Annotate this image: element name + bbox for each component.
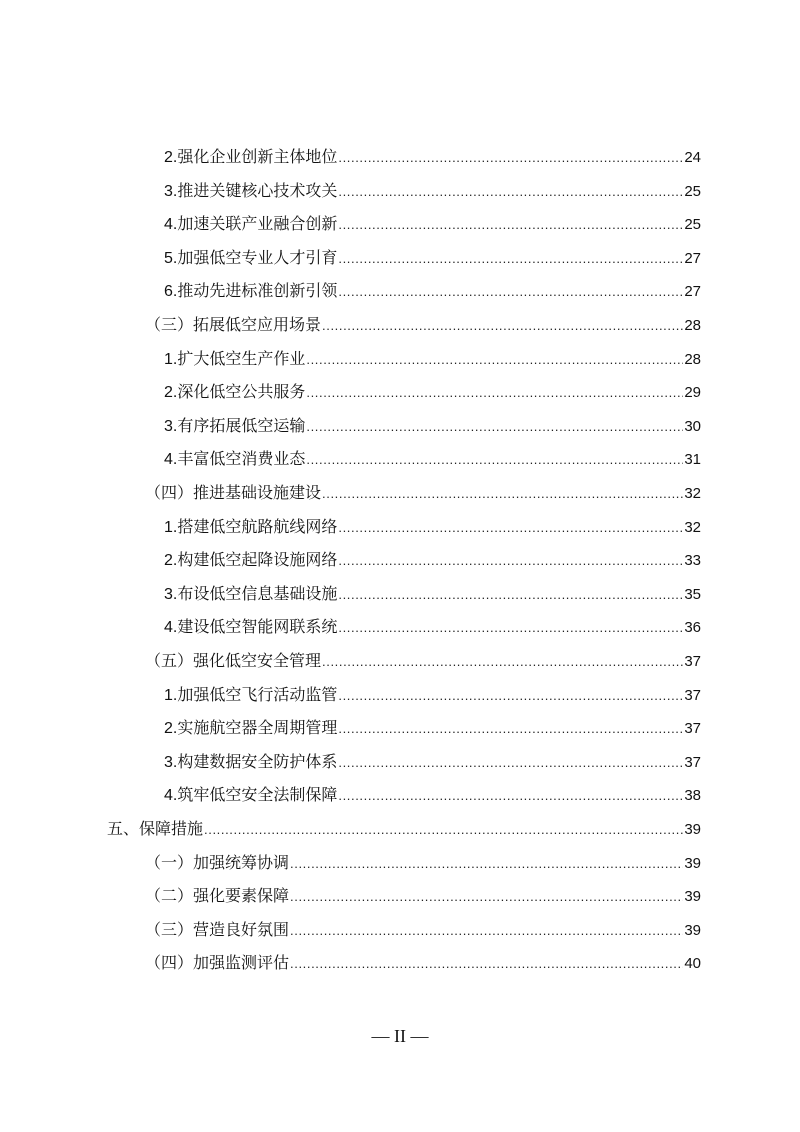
toc-entry-page: 39 <box>684 888 701 906</box>
dot-leader <box>338 751 683 775</box>
toc-entry[interactable] <box>107 818 701 842</box>
toc-entry-title: （三）营造良好氛围 <box>145 921 290 939</box>
toc-entry[interactable] <box>164 717 701 741</box>
toc-entry-page: 37 <box>684 653 701 670</box>
dot-leader <box>306 348 683 372</box>
toc-entry-title: 5.加强低空专业人才引育 <box>164 249 338 267</box>
toc-entry-page: 32 <box>684 485 701 502</box>
dot-leader <box>306 381 683 405</box>
dot-leader <box>338 549 683 573</box>
toc-entry-page: 39 <box>684 921 701 939</box>
dot-leader <box>338 180 683 204</box>
dot-leader <box>290 919 683 943</box>
toc-entry-title: 2.强化企业创新主体地位 <box>164 149 338 166</box>
toc-entry-title: 4.筑牢低空安全法制保障 <box>164 787 338 805</box>
toc-entry[interactable] <box>164 247 701 271</box>
toc-entry-title: 3.推进关键核心技术攻关 <box>164 182 338 200</box>
page-number-footer: — II — <box>371 1026 429 1046</box>
dot-leader <box>338 516 683 540</box>
dot-leader <box>290 852 683 876</box>
toc-entry[interactable] <box>164 381 701 405</box>
toc-entry[interactable] <box>145 314 701 338</box>
toc-entry-title: （三）拓展低空应用场景 <box>145 317 322 334</box>
toc-entry-page: 24 <box>684 149 701 166</box>
toc-entry-page: 28 <box>684 350 701 368</box>
toc-entry-page: 36 <box>684 619 701 637</box>
dot-leader <box>290 952 683 976</box>
toc-entry-title: 3.有序拓展低空运输 <box>164 417 306 435</box>
toc-entry-page: 28 <box>684 317 701 334</box>
toc-entry-page: 38 <box>684 787 701 805</box>
toc-entry[interactable] <box>164 784 701 808</box>
dot-leader <box>338 280 683 304</box>
toc-entry[interactable] <box>164 549 701 573</box>
dot-leader <box>338 247 683 271</box>
toc-entry[interactable] <box>164 146 701 170</box>
toc-entry-title: （五）强化低空安全管理 <box>145 653 322 670</box>
toc-entry[interactable] <box>164 684 701 708</box>
toc-entry[interactable] <box>145 650 701 674</box>
toc-entry-title: （二）强化要素保障 <box>145 888 290 906</box>
dot-leader <box>290 885 683 909</box>
toc-entry[interactable] <box>164 583 701 607</box>
dot-leader <box>338 684 683 708</box>
toc-entry[interactable] <box>145 482 701 506</box>
toc-entry-title: （四）推进基础设施建设 <box>145 485 322 502</box>
dot-leader <box>322 650 683 674</box>
toc-entry-page: 37 <box>684 753 701 771</box>
toc-entry-title: 1.加强低空飞行活动监管 <box>164 686 338 704</box>
dot-leader <box>338 583 683 607</box>
toc-entry-title: 1.搭建低空航路航线网络 <box>164 518 338 536</box>
dot-leader <box>338 616 683 640</box>
toc-entry-title: 2.构建低空起降设施网络 <box>164 552 338 570</box>
toc-entry-page: 30 <box>684 417 701 435</box>
toc-entry[interactable] <box>164 448 701 472</box>
dot-leader <box>338 717 683 741</box>
toc-entry-title: （一）加强统筹协调 <box>145 854 290 872</box>
toc-entry-title: 6.推动先进标准创新引领 <box>164 283 338 301</box>
toc-entry-page: 25 <box>684 216 701 234</box>
toc-entry[interactable] <box>164 280 701 304</box>
toc-entry[interactable] <box>145 952 701 976</box>
dot-leader <box>338 146 683 170</box>
toc-entry-page: 27 <box>684 283 701 301</box>
toc-entry-title: 4.丰富低空消费业态 <box>164 451 306 469</box>
dot-leader <box>338 784 683 808</box>
toc-entry-page: 33 <box>684 552 701 570</box>
dot-leader <box>306 415 683 439</box>
toc-entry-page: 27 <box>684 249 701 267</box>
toc-entry-title: 2.实施航空器全周期管理 <box>164 720 338 738</box>
toc-entry-title: 3.构建数据安全防护体系 <box>164 753 338 771</box>
toc-entry[interactable] <box>164 180 701 204</box>
toc-entry[interactable] <box>164 616 701 640</box>
toc-entry-title: 五、保障措施 <box>107 821 204 838</box>
toc-entry[interactable] <box>164 348 701 372</box>
toc-entry-page: 39 <box>684 821 701 838</box>
toc-entry-title: 2.深化低空公共服务 <box>164 384 306 402</box>
toc-entry[interactable] <box>164 751 701 775</box>
toc-entry-title: 4.加速关联产业融合创新 <box>164 216 338 234</box>
dot-leader <box>338 213 683 237</box>
toc-entry[interactable] <box>145 919 701 943</box>
toc-entry[interactable] <box>164 415 701 439</box>
toc-entry-page: 39 <box>684 854 701 872</box>
toc-entry-page: 29 <box>684 384 701 402</box>
toc-entry[interactable] <box>145 885 701 909</box>
toc-entry[interactable] <box>164 516 701 540</box>
dot-leader <box>306 448 683 472</box>
toc-entry-page: 35 <box>684 585 701 603</box>
toc-entry-page: 40 <box>684 955 701 973</box>
dot-leader <box>322 314 683 338</box>
toc-entry[interactable] <box>164 213 701 237</box>
dot-leader <box>204 818 683 842</box>
toc-entry-title: 1.扩大低空生产作业 <box>164 350 306 368</box>
toc-entry-page: 25 <box>684 182 701 200</box>
toc-entry-page: 37 <box>684 720 701 738</box>
toc-entry-page: 31 <box>684 451 701 469</box>
dot-leader <box>322 482 683 506</box>
toc-entry-title: （四）加强监测评估 <box>145 955 290 973</box>
toc-entry-page: 32 <box>684 518 701 536</box>
toc-entry-page: 37 <box>684 686 701 704</box>
toc-entry-title: 3.布设低空信息基础设施 <box>164 585 338 603</box>
toc-entry-title: 4.建设低空智能网联系统 <box>164 619 338 637</box>
toc-entry[interactable] <box>145 852 701 876</box>
